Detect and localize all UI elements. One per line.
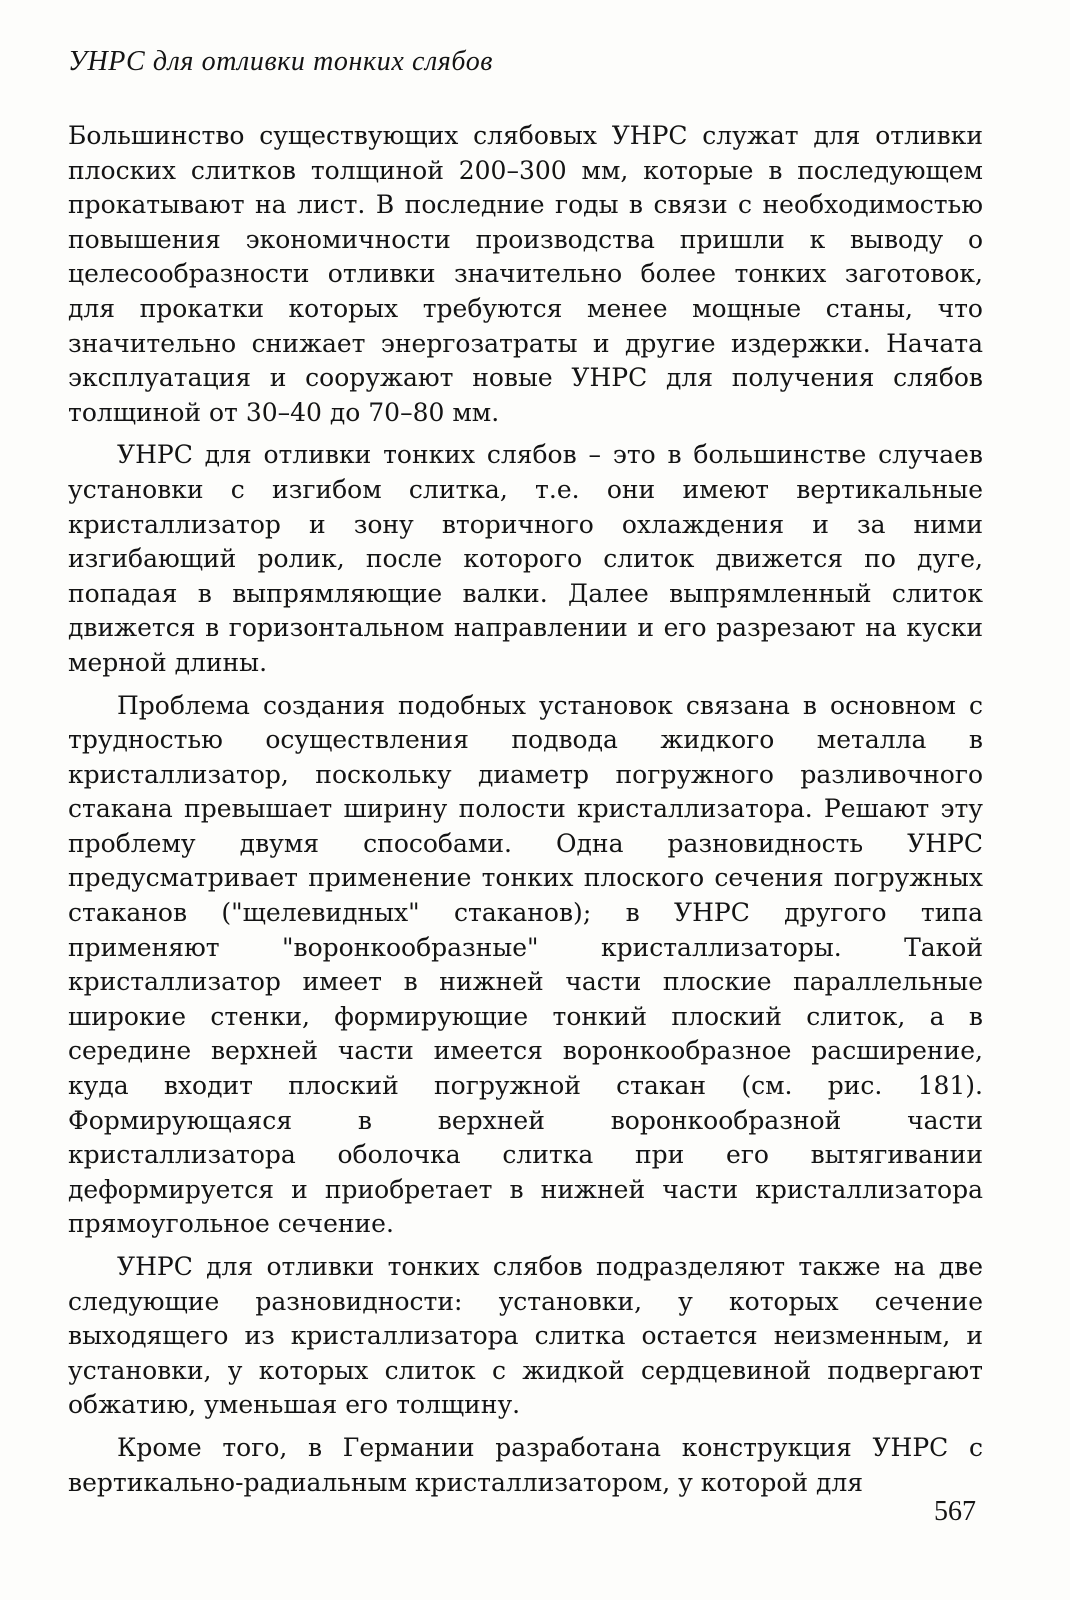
paragraph-4: УНРС для отливки тонких слябов подразделяют также на две следующие разновидности: установки, у которых сечение выходящего из кристаллизатора слитка остается неизменным, и установки, у которых слиток с жидкой сердцевиной подвергают обжатию, уменьшая его толщину. bbox=[68, 1252, 983, 1420]
paragraph-2: УНРС для отливки тонких слябов – это в большинстве случаев установки с изгибом слитка, т.е. они имеют вертикальные кристаллизатор и зону вторичного охлаждения и за ними изгибающий ролик, после которого слиток движется по дуге, попадая в выпрямляющие валки. Далее выпрямленный слиток движется в горизонтальном направлении и его разрезают на куски мерной длины. bbox=[68, 440, 983, 677]
page-number: 567 bbox=[934, 1496, 976, 1527]
paragraph-1: Большинство существующих слябовых УНРС служат для отливки плоских слитков толщиной 200–300 мм, которые в последующем прокатывают на лист. В последние годы в связи с необходимостью повышения экономичности производства пришли к выводу о целесообразности отливки значительно более тонких заготовок, для прокатки которых требуются менее мощные станы, что значительно снижает энергозатраты и другие издержки. Начата эксплуатация и сооружают новые УНРС для получения слябов толщиной от 30–40 до 70–80 мм. bbox=[68, 121, 983, 427]
paragraph-5: Кроме того, в Германии разработана конструкция УНРС с вертикально-радиальным кристаллизатором, у которой для bbox=[68, 1432, 983, 1497]
body-text bbox=[68, 119, 983, 1500]
paragraph-3: Проблема создания подобных установок связана в основном с трудностью осуществления подвода жидкого металла в кристаллизатор, поскольку диаметр погружного разливочного стакана превышает ширину полости кристаллизатора. Решают эту проблему двумя способами. Одна разновидность УНРС предусматривает применение тонких плоского сечения погружных стаканов ("щелевидных" стаканов); в УНРС другого типа применяют "воронкообразные" кристаллизаторы. Такой кристаллизатор имеет в нижней части плоские параллельные широкие стенки, формирующие тонкий плоский слиток, а в середине верхней части имеется воронкообразное расширение, куда входит плоский погружной стакан (см. рис. 181). Формирующаяся в верхней воронкообразной части кристаллизатора оболочка слитка при его вытягивании деформируется и приобретает в нижней части кристаллизатора прямоугольное сечение. bbox=[68, 690, 983, 1239]
section-heading: УНРС для отливки тонких слябов bbox=[68, 46, 494, 77]
